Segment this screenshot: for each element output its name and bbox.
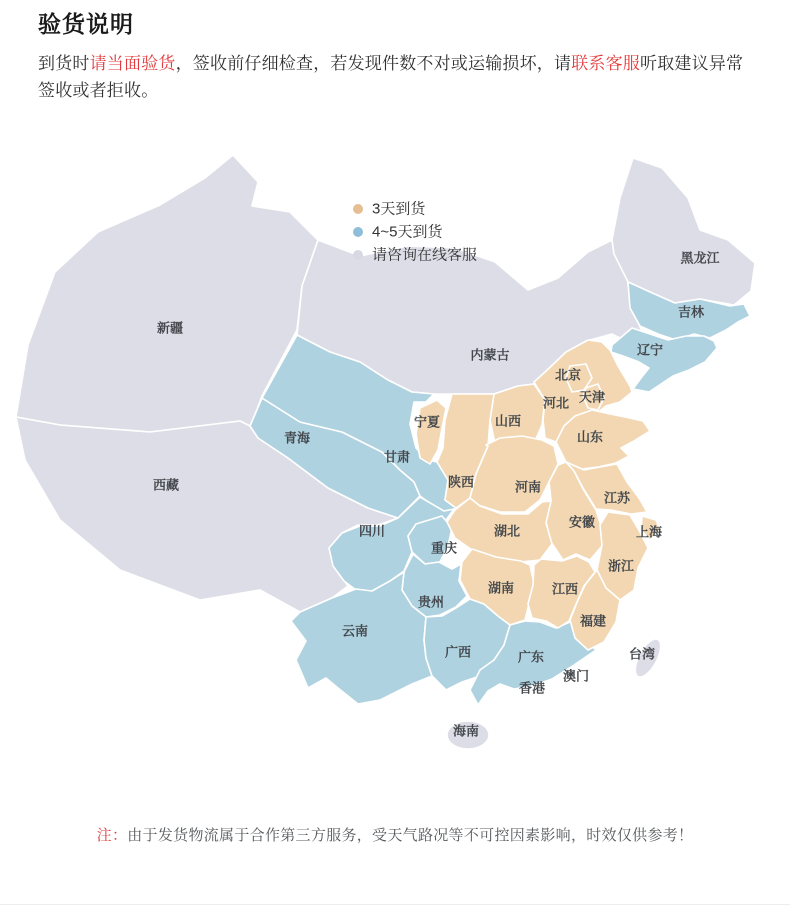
province-label-sichuan: 四川: [358, 523, 386, 539]
legend-label-3d: 3天到货: [372, 200, 426, 218]
province-label-heilongjiang: 黑龙江: [680, 250, 720, 266]
china-delivery-map: [0, 140, 790, 800]
province-label-shaanxi: 陕西: [447, 474, 475, 490]
province-label-guizhou: 贵州: [417, 594, 445, 610]
province-label-hainan: 海南: [452, 723, 480, 739]
province-label-shandong: 山东: [576, 429, 604, 445]
paragraph-segment-2: ，签收前仔细检查，若发现件数不对或运输损坏，请: [175, 54, 572, 73]
province-label-anhui: 安徽: [568, 514, 596, 530]
province-heilongjiang: [612, 158, 755, 305]
province-label-ningxia: 宁夏: [413, 414, 441, 430]
province-label-jiangxi: 江西: [551, 581, 579, 597]
legend-label-ask: 请咨询在线客服: [372, 246, 478, 264]
section-title: 验货说明: [38, 11, 134, 37]
legend-dot-45d: [353, 227, 363, 237]
province-label-xianggang: 香港: [518, 680, 546, 696]
province-label-jiangsu: 江苏: [603, 490, 631, 506]
province-label-qinghai: 青海: [283, 430, 311, 446]
province-label-gansu: 甘肃: [383, 449, 411, 465]
province-label-guangdong: 广东: [517, 649, 545, 665]
province-label-jilin: 吉林: [677, 304, 705, 320]
legend-dot-ask: [353, 250, 363, 260]
inspection-paragraph: [38, 50, 754, 104]
province-label-hebei: 河北: [542, 395, 570, 411]
paragraph-segment-0: 到货时: [38, 54, 90, 73]
province-label-aomen: 澳门: [562, 668, 590, 684]
province-label-neimenggu: 内蒙古: [470, 347, 510, 363]
province-label-beijing: 北京: [554, 367, 582, 383]
province-label-fujian: 福建: [579, 613, 607, 629]
province-label-hubei: 湖北: [493, 523, 521, 539]
province-label-xizang: 西藏: [152, 477, 180, 493]
province-label-shanghai: 上海: [635, 524, 663, 540]
note-text: 由于发货物流属于合作第三方服务，受天气路况等不可控因素影响，时效仅供参考！: [127, 827, 694, 844]
legend-label-45d: 4~5天到货: [372, 223, 443, 241]
province-label-hunan: 湖南: [487, 580, 515, 596]
province-label-chongqing: 重庆: [430, 540, 458, 556]
province-label-guangxi: 广西: [444, 644, 472, 660]
note-prefix: 注：: [96, 827, 128, 844]
paragraph-segment-3: 联系客服: [571, 54, 641, 73]
bottom-note: [0, 824, 790, 845]
china-map-svg: [0, 140, 790, 800]
province-label-yunnan: 云南: [341, 623, 369, 639]
legend-dot-3d: [353, 204, 363, 214]
province-label-zhejiang: 浙江: [607, 558, 635, 574]
province-label-shanxi: 山西: [494, 413, 522, 429]
province-label-liaoning: 辽宁: [636, 342, 664, 358]
paragraph-segment-4: 听取建议异常签收或者拒收。: [38, 54, 744, 100]
paragraph-segment-1: 请当面验货: [89, 54, 176, 73]
province-label-taiwan: 台湾: [628, 646, 656, 662]
province-label-henan: 河南: [514, 479, 542, 495]
province-label-tianjin: 天津: [578, 389, 606, 405]
province-label-xinjiang: 新疆: [156, 320, 184, 336]
